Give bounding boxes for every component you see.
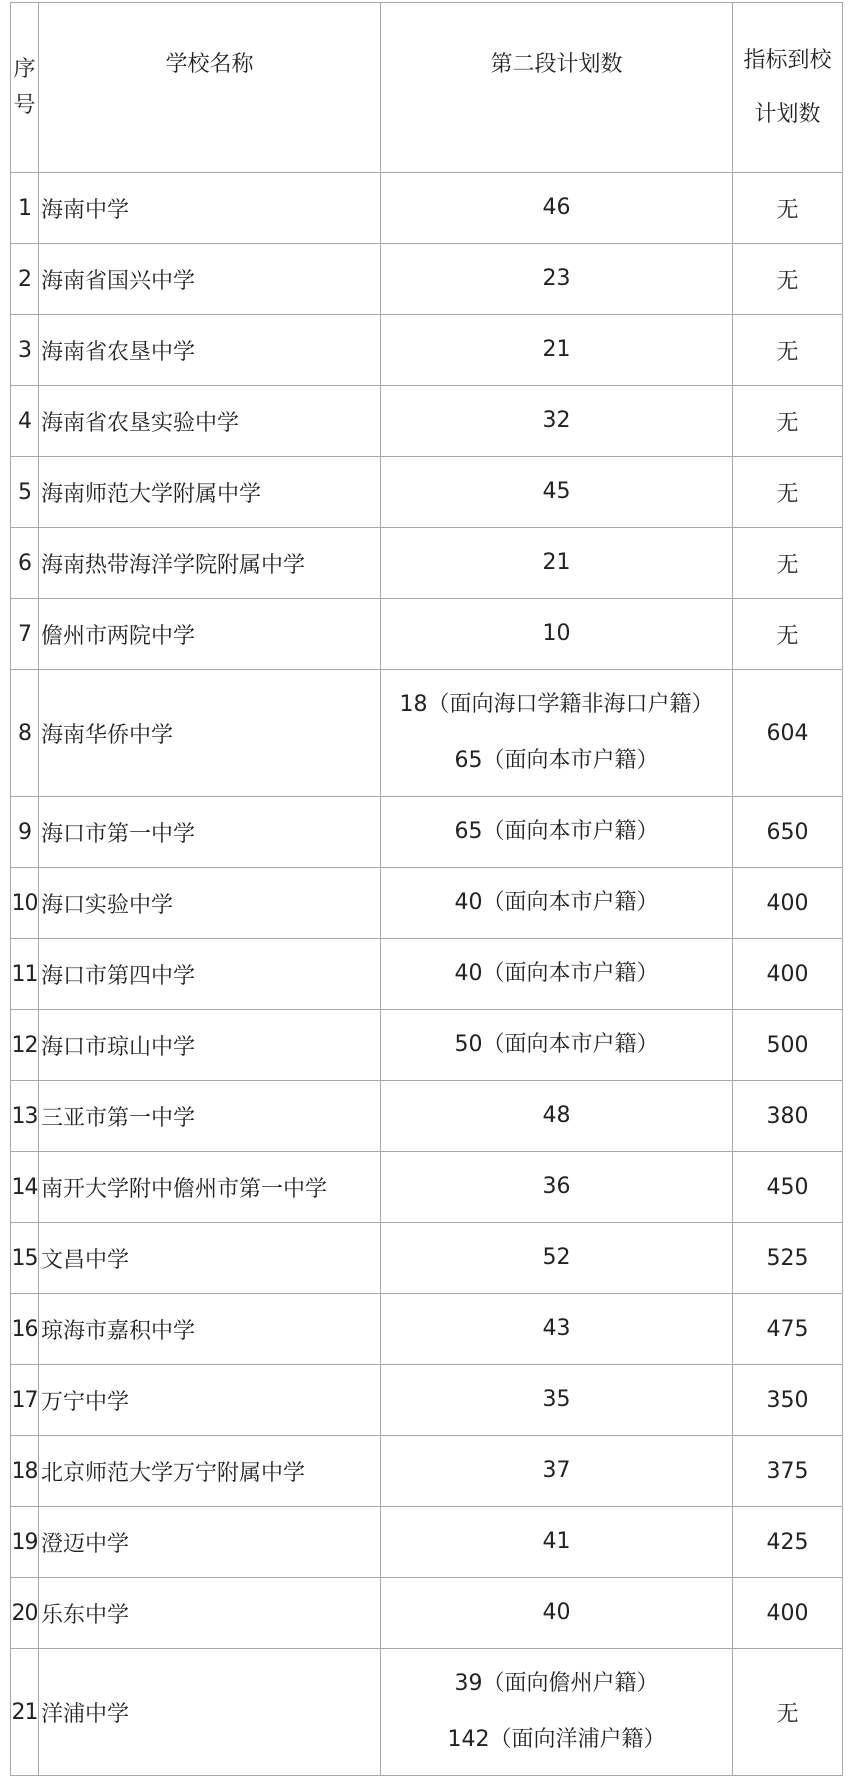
plan-line: 50（面向本市户籍） xyxy=(454,1032,659,1057)
cell-serial-number: 13 xyxy=(11,1081,39,1152)
cell-serial-number: 14 xyxy=(11,1152,39,1223)
cell-second-stage-plan xyxy=(381,457,733,528)
cell-serial-number: 3 xyxy=(11,315,39,386)
cell-school-name: 海口市琼山中学 xyxy=(39,1010,381,1081)
plan-line: 32 xyxy=(542,408,571,433)
cell-serial-number: 21 xyxy=(11,1649,39,1776)
cell-quota-plan: 604 xyxy=(733,670,843,797)
header-serial-line2: 号 xyxy=(13,92,36,118)
cell-school-name: 海南热带海洋学院附属中学 xyxy=(39,528,381,599)
plan-line: 21 xyxy=(542,550,571,575)
table-row xyxy=(11,1578,843,1649)
header-quota-plan xyxy=(733,3,843,173)
plan-line: 39（面向儋州户籍） xyxy=(454,1671,659,1696)
table-row xyxy=(11,797,843,868)
table-row xyxy=(11,599,843,670)
cell-serial-number: 5 xyxy=(11,457,39,528)
cell-second-stage-plan xyxy=(381,599,733,670)
table-row xyxy=(11,1507,843,1578)
cell-serial-number: 9 xyxy=(11,797,39,868)
table-row xyxy=(11,1010,843,1081)
cell-serial-number: 6 xyxy=(11,528,39,599)
plan-line: 18（面向海口学籍非海口户籍） xyxy=(399,692,714,717)
cell-school-name: 万宁中学 xyxy=(39,1365,381,1436)
cell-second-stage-plan xyxy=(381,173,733,244)
plan-line: 48 xyxy=(542,1103,571,1128)
cell-second-stage-plan xyxy=(381,868,733,939)
table-row xyxy=(11,670,843,797)
header-row xyxy=(11,3,843,173)
cell-second-stage-plan xyxy=(381,386,733,457)
plan-line: 40 xyxy=(542,1600,571,1625)
school-plan-table xyxy=(10,2,843,1776)
plan-line: 142（面向洋浦户籍） xyxy=(447,1727,666,1752)
cell-serial-number: 15 xyxy=(11,1223,39,1294)
cell-quota-plan: 650 xyxy=(733,797,843,868)
table-row xyxy=(11,1223,843,1294)
table-row xyxy=(11,1152,843,1223)
table-row xyxy=(11,1649,843,1776)
cell-quota-plan: 400 xyxy=(733,1578,843,1649)
cell-quota-plan: 375 xyxy=(733,1436,843,1507)
table-row xyxy=(11,1294,843,1365)
plan-line: 35 xyxy=(542,1387,571,1412)
cell-quota-plan: 无 xyxy=(733,599,843,670)
cell-serial-number: 12 xyxy=(11,1010,39,1081)
table-row xyxy=(11,1365,843,1436)
table-row xyxy=(11,315,843,386)
cell-school-name: 海口实验中学 xyxy=(39,868,381,939)
cell-quota-plan: 无 xyxy=(733,457,843,528)
document xyxy=(10,2,843,1776)
cell-second-stage-plan xyxy=(381,315,733,386)
cell-school-name: 澄迈中学 xyxy=(39,1507,381,1578)
table-row xyxy=(11,1436,843,1507)
cell-school-name: 海南华侨中学 xyxy=(39,670,381,797)
plan-line: 23 xyxy=(542,266,571,291)
cell-serial-number: 20 xyxy=(11,1578,39,1649)
cell-quota-plan: 380 xyxy=(733,1081,843,1152)
cell-quota-plan: 无 xyxy=(733,528,843,599)
cell-serial-number: 18 xyxy=(11,1436,39,1507)
table-row xyxy=(11,457,843,528)
cell-quota-plan: 500 xyxy=(733,1010,843,1081)
cell-school-name: 琼海市嘉积中学 xyxy=(39,1294,381,1365)
cell-school-name: 海口市第四中学 xyxy=(39,939,381,1010)
header-serial-number xyxy=(11,3,39,173)
cell-second-stage-plan xyxy=(381,1365,733,1436)
table-row xyxy=(11,244,843,315)
cell-school-name: 海南中学 xyxy=(39,173,381,244)
plan-line: 43 xyxy=(542,1316,571,1341)
cell-second-stage-plan xyxy=(381,797,733,868)
table-header xyxy=(11,3,843,173)
plan-line: 36 xyxy=(542,1174,571,1199)
plan-line: 41 xyxy=(542,1529,571,1554)
cell-school-name: 乐东中学 xyxy=(39,1578,381,1649)
cell-serial-number: 2 xyxy=(11,244,39,315)
cell-serial-number: 4 xyxy=(11,386,39,457)
cell-school-name: 南开大学附中儋州市第一中学 xyxy=(39,1152,381,1223)
cell-second-stage-plan xyxy=(381,1649,733,1776)
cell-second-stage-plan xyxy=(381,244,733,315)
cell-school-name: 海南省农垦实验中学 xyxy=(39,386,381,457)
cell-quota-plan: 425 xyxy=(733,1507,843,1578)
cell-second-stage-plan xyxy=(381,1578,733,1649)
cell-school-name: 海口市第一中学 xyxy=(39,797,381,868)
table-row xyxy=(11,173,843,244)
cell-quota-plan: 475 xyxy=(733,1294,843,1365)
plan-line: 40（面向本市户籍） xyxy=(454,890,659,915)
cell-school-name: 文昌中学 xyxy=(39,1223,381,1294)
cell-quota-plan: 350 xyxy=(733,1365,843,1436)
cell-quota-plan: 400 xyxy=(733,939,843,1010)
cell-second-stage-plan xyxy=(381,528,733,599)
cell-serial-number: 17 xyxy=(11,1365,39,1436)
cell-school-name: 海南省国兴中学 xyxy=(39,244,381,315)
table-row xyxy=(11,868,843,939)
cell-second-stage-plan xyxy=(381,1436,733,1507)
header-quota-line2: 计划数 xyxy=(754,101,821,127)
header-second-stage-plan: 第二段计划数 xyxy=(381,3,733,173)
header-serial-line1: 序 xyxy=(13,56,36,82)
header-school-name: 学校名称 xyxy=(39,3,381,173)
cell-second-stage-plan xyxy=(381,1010,733,1081)
plan-line: 52 xyxy=(542,1245,571,1270)
cell-serial-number: 19 xyxy=(11,1507,39,1578)
cell-school-name: 儋州市两院中学 xyxy=(39,599,381,670)
table-body xyxy=(11,173,843,1776)
plan-line: 65（面向本市户籍） xyxy=(454,819,659,844)
cell-second-stage-plan xyxy=(381,1294,733,1365)
cell-school-name: 洋浦中学 xyxy=(39,1649,381,1776)
cell-school-name: 三亚市第一中学 xyxy=(39,1081,381,1152)
cell-second-stage-plan xyxy=(381,670,733,797)
cell-quota-plan: 无 xyxy=(733,386,843,457)
cell-quota-plan: 无 xyxy=(733,1649,843,1776)
cell-quota-plan: 450 xyxy=(733,1152,843,1223)
cell-serial-number: 16 xyxy=(11,1294,39,1365)
cell-serial-number: 10 xyxy=(11,868,39,939)
cell-serial-number: 1 xyxy=(11,173,39,244)
plan-line: 10 xyxy=(542,621,571,646)
plan-line: 40（面向本市户籍） xyxy=(454,961,659,986)
plan-line: 37 xyxy=(542,1458,571,1483)
plan-line: 45 xyxy=(542,479,571,504)
cell-serial-number: 7 xyxy=(11,599,39,670)
plan-line: 65（面向本市户籍） xyxy=(454,748,659,773)
cell-second-stage-plan xyxy=(381,1152,733,1223)
cell-second-stage-plan xyxy=(381,1081,733,1152)
cell-school-name: 北京师范大学万宁附属中学 xyxy=(39,1436,381,1507)
cell-second-stage-plan xyxy=(381,1507,733,1578)
cell-quota-plan: 400 xyxy=(733,868,843,939)
cell-quota-plan: 525 xyxy=(733,1223,843,1294)
header-quota-line1: 指标到校 xyxy=(743,47,832,73)
table-row xyxy=(11,528,843,599)
cell-quota-plan: 无 xyxy=(733,315,843,386)
plan-line: 46 xyxy=(542,195,571,220)
table-row xyxy=(11,939,843,1010)
cell-quota-plan: 无 xyxy=(733,173,843,244)
table-row xyxy=(11,1081,843,1152)
cell-serial-number: 11 xyxy=(11,939,39,1010)
cell-second-stage-plan xyxy=(381,939,733,1010)
plan-line: 21 xyxy=(542,337,571,362)
cell-serial-number: 8 xyxy=(11,670,39,797)
cell-school-name: 海南师范大学附属中学 xyxy=(39,457,381,528)
cell-quota-plan: 无 xyxy=(733,244,843,315)
cell-second-stage-plan xyxy=(381,1223,733,1294)
table-row xyxy=(11,386,843,457)
cell-school-name: 海南省农垦中学 xyxy=(39,315,381,386)
